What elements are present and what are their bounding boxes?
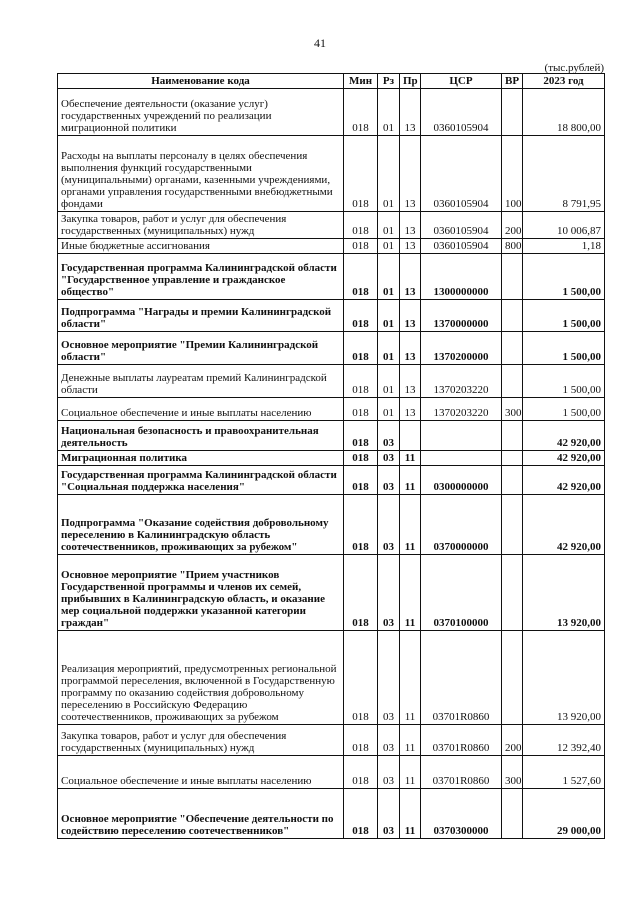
row-min: 018 <box>344 365 378 398</box>
row-csr: 0360105904 <box>421 89 502 136</box>
row-vr <box>502 495 523 555</box>
row-rz: 01 <box>378 239 400 254</box>
row-min: 018 <box>344 555 378 631</box>
row-pr: 13 <box>400 300 421 332</box>
row-vr <box>502 631 523 725</box>
row-name: Государственная программа Калининградской области "Социальная поддержка населения" <box>58 466 344 495</box>
budget-table <box>57 73 605 839</box>
table-row <box>58 398 605 421</box>
row-min: 018 <box>344 136 378 212</box>
table-row <box>58 789 605 839</box>
table-row <box>58 756 605 789</box>
row-amount: 42 920,00 <box>523 495 605 555</box>
row-rz: 01 <box>378 398 400 421</box>
row-csr: 0360105904 <box>421 239 502 254</box>
table-row <box>58 466 605 495</box>
row-csr: 0360105904 <box>421 212 502 239</box>
table-row <box>58 332 605 365</box>
table-row <box>58 136 605 212</box>
row-pr: 11 <box>400 756 421 789</box>
table-row <box>58 300 605 332</box>
row-pr: 13 <box>400 212 421 239</box>
table-row <box>58 495 605 555</box>
row-min: 018 <box>344 212 378 239</box>
row-rz: 03 <box>378 451 400 466</box>
col-header-year: 2023 год <box>523 74 605 89</box>
row-rz: 01 <box>378 212 400 239</box>
row-name: Основное мероприятие "Премии Калининградской области" <box>58 332 344 365</box>
col-header-csr: ЦСР <box>421 74 502 89</box>
table-row <box>58 725 605 756</box>
row-name: Обеспечение деятельности (оказание услуг) государственных учреждений по реализации миграционной политики <box>58 89 344 136</box>
row-csr: 03701R0860 <box>421 756 502 789</box>
table-row <box>58 239 605 254</box>
row-name: Основное мероприятие "Прием участников Государственной программы и членов их семей, прибывших в Калининградскую область, и оказание мер социальной поддержки указанной категории граждан" <box>58 555 344 631</box>
row-pr: 11 <box>400 451 421 466</box>
row-min: 018 <box>344 451 378 466</box>
row-vr <box>502 365 523 398</box>
row-vr: 300 <box>502 756 523 789</box>
row-name: Реализация мероприятий, предусмотренных региональной программой переселения, включенной в Государственную программу по оказанию содействия добровольному переселению в Российскую Федерацию соотечественников, проживающих за рубежом <box>58 631 344 725</box>
row-vr <box>502 451 523 466</box>
row-min: 018 <box>344 631 378 725</box>
page-number: 41 <box>314 36 326 50</box>
row-csr: 1370200000 <box>421 332 502 365</box>
row-pr: 11 <box>400 725 421 756</box>
row-amount: 1 500,00 <box>523 300 605 332</box>
table-row <box>58 631 605 725</box>
row-rz: 03 <box>378 555 400 631</box>
row-csr: 0360105904 <box>421 136 502 212</box>
table-row <box>58 451 605 466</box>
row-vr <box>502 789 523 839</box>
col-header-vr: ВР <box>502 74 523 89</box>
row-amount: 42 920,00 <box>523 451 605 466</box>
row-rz: 03 <box>378 421 400 451</box>
row-min: 018 <box>344 89 378 136</box>
row-name: Подпрограмма "Оказание содействия добровольному переселению в Калининградскую область соотечественников, проживающих за рубежом" <box>58 495 344 555</box>
row-vr <box>502 466 523 495</box>
row-rz: 03 <box>378 725 400 756</box>
table-header-row <box>58 74 605 89</box>
table-row <box>58 555 605 631</box>
row-amount: 1 527,60 <box>523 756 605 789</box>
row-rz: 03 <box>378 466 400 495</box>
row-csr: 0370100000 <box>421 555 502 631</box>
row-name: Основное мероприятие "Обеспечение деятельности по содействию переселению соотечественников" <box>58 789 344 839</box>
table-row <box>58 254 605 300</box>
row-min: 018 <box>344 466 378 495</box>
row-rz: 01 <box>378 254 400 300</box>
table-row <box>58 212 605 239</box>
row-name: Расходы на выплаты персоналу в целях обеспечения выполнения функций государственными (муниципальными) органами, казенными учреждениями, органами управления государственными внебюджетными фондами <box>58 136 344 212</box>
row-csr: 1300000000 <box>421 254 502 300</box>
row-vr <box>502 300 523 332</box>
table-row <box>58 365 605 398</box>
row-pr: 13 <box>400 89 421 136</box>
row-csr <box>421 421 502 451</box>
row-amount: 42 920,00 <box>523 466 605 495</box>
row-amount: 10 006,87 <box>523 212 605 239</box>
row-rz: 03 <box>378 631 400 725</box>
table-row <box>58 421 605 451</box>
row-csr: 1370203220 <box>421 365 502 398</box>
row-pr: 13 <box>400 136 421 212</box>
row-amount: 18 800,00 <box>523 89 605 136</box>
row-vr <box>502 332 523 365</box>
row-min: 018 <box>344 239 378 254</box>
col-header-min: Мин <box>344 74 378 89</box>
row-pr: 13 <box>400 398 421 421</box>
row-vr <box>502 555 523 631</box>
row-amount: 1 500,00 <box>523 365 605 398</box>
row-csr: 03701R0860 <box>421 631 502 725</box>
row-pr: 13 <box>400 254 421 300</box>
row-csr: 0300000000 <box>421 466 502 495</box>
row-name: Государственная программа Калининградской области "Государственное управление и гражданское общество" <box>58 254 344 300</box>
row-vr <box>502 421 523 451</box>
row-csr <box>421 451 502 466</box>
row-pr: 11 <box>400 631 421 725</box>
row-min: 018 <box>344 332 378 365</box>
row-rz: 03 <box>378 495 400 555</box>
row-name: Социальное обеспечение и иные выплаты населению <box>58 398 344 421</box>
row-amount: 29 000,00 <box>523 789 605 839</box>
row-csr: 1370000000 <box>421 300 502 332</box>
row-vr: 200 <box>502 725 523 756</box>
row-name: Национальная безопасность и правоохранительная деятельность <box>58 421 344 451</box>
row-amount: 42 920,00 <box>523 421 605 451</box>
row-pr: 13 <box>400 239 421 254</box>
row-amount: 1 500,00 <box>523 254 605 300</box>
row-rz: 03 <box>378 789 400 839</box>
row-vr: 200 <box>502 212 523 239</box>
row-csr: 0370000000 <box>421 495 502 555</box>
row-pr: 13 <box>400 332 421 365</box>
row-pr: 11 <box>400 789 421 839</box>
row-pr: 11 <box>400 466 421 495</box>
row-name: Закупка товаров, работ и услуг для обеспечения государственных (муниципальных) нужд <box>58 725 344 756</box>
row-name: Социальное обеспечение и иные выплаты населению <box>58 756 344 789</box>
row-min: 018 <box>344 398 378 421</box>
row-rz: 03 <box>378 756 400 789</box>
row-vr <box>502 254 523 300</box>
row-name: Закупка товаров, работ и услуг для обеспечения государственных (муниципальных) нужд <box>58 212 344 239</box>
units-label: (тыс.рублей) <box>544 62 604 74</box>
row-min: 018 <box>344 789 378 839</box>
col-header-pr: Пр <box>400 74 421 89</box>
row-pr: 13 <box>400 365 421 398</box>
table-row <box>58 89 605 136</box>
row-rz: 01 <box>378 300 400 332</box>
row-vr <box>502 89 523 136</box>
row-name: Иные бюджетные ассигнования <box>58 239 344 254</box>
row-vr: 300 <box>502 398 523 421</box>
row-amount: 12 392,40 <box>523 725 605 756</box>
row-amount: 1 500,00 <box>523 398 605 421</box>
col-header-name: Наименование кода <box>58 74 344 89</box>
row-vr: 800 <box>502 239 523 254</box>
row-pr <box>400 421 421 451</box>
row-rz: 01 <box>378 365 400 398</box>
row-name: Миграционная политика <box>58 451 344 466</box>
row-amount: 1,18 <box>523 239 605 254</box>
row-name: Денежные выплаты лауреатам премий Калининградской области <box>58 365 344 398</box>
row-min: 018 <box>344 300 378 332</box>
row-csr: 1370203220 <box>421 398 502 421</box>
row-csr: 0370300000 <box>421 789 502 839</box>
row-pr: 11 <box>400 555 421 631</box>
row-min: 018 <box>344 421 378 451</box>
row-csr: 03701R0860 <box>421 725 502 756</box>
row-name: Подпрограмма "Награды и премии Калининградской области" <box>58 300 344 332</box>
row-rz: 01 <box>378 332 400 365</box>
row-amount: 8 791,95 <box>523 136 605 212</box>
row-min: 018 <box>344 756 378 789</box>
row-amount: 13 920,00 <box>523 631 605 725</box>
row-vr: 100 <box>502 136 523 212</box>
row-min: 018 <box>344 254 378 300</box>
row-min: 018 <box>344 725 378 756</box>
row-rz: 01 <box>378 89 400 136</box>
row-rz: 01 <box>378 136 400 212</box>
col-header-rz: Рз <box>378 74 400 89</box>
row-amount: 13 920,00 <box>523 555 605 631</box>
row-amount: 1 500,00 <box>523 332 605 365</box>
row-min: 018 <box>344 495 378 555</box>
row-pr: 11 <box>400 495 421 555</box>
